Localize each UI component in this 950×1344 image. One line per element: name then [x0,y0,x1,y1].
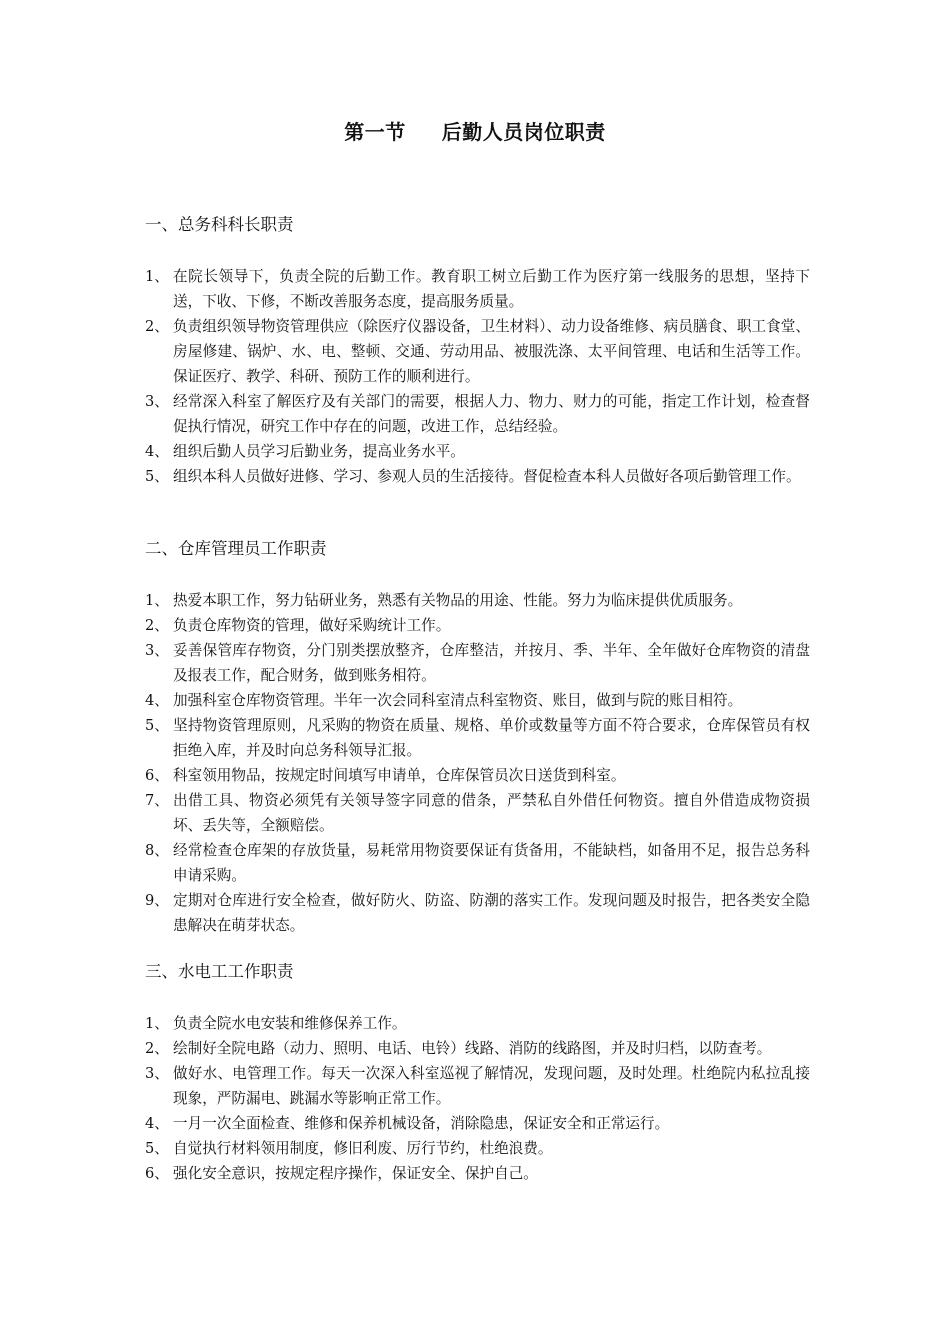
list-item [145,264,810,314]
list-item [145,788,810,838]
item-number: 6、 [145,767,169,784]
section-heading: 三、水电工工作职责 [145,962,294,981]
item-number: 1、 [145,592,169,609]
list-item [145,688,810,713]
item-number: 2、 [145,617,169,634]
item-text: 一月一次全面检查、维修和保养机械设备，消除隐患，保证安全和正常运行。 [173,1115,670,1132]
item-text: 绘制好全院电路（动力、照明、电话、电铃）线路、消防的线路图，并及时归档，以防查考。 [173,1040,772,1057]
item-text: 出借工具、物资必须凭有关领导签字同意的借条，严禁私自外借任何物资。擅自外借造成物资损坏、丢失等，全额赔偿。 [173,792,810,834]
item-number: 9、 [145,892,169,909]
item-number: 6、 [145,1165,169,1182]
section-heading: 二、仓库管理员工作职责 [145,539,327,558]
item-number: 3、 [145,393,169,410]
list-item [145,638,810,688]
section-warehouse-keeper [145,537,810,938]
item-text: 负责仓库物资的管理，做好采购统计工作。 [173,617,451,634]
section-number: 第一节 [344,120,406,144]
item-text: 做好水、电管理工作。每天一次深入科室巡视了解情况，发现问题，及时处理。杜绝院内私拉乱接现象，严防漏电、跳漏水等影响正常工作。 [173,1065,810,1107]
list-item [145,464,810,489]
item-text: 组织本科人员做好进修、学习、参观人员的生活接待。督促检查本科人员做好各项后勤管理工作。 [173,468,801,485]
item-number: 2、 [145,318,169,335]
list-item [145,1036,810,1061]
item-text: 妥善保管库存物资，分门别类摆放整齐，仓库整洁，并按月、季、半年、全年做好仓库物资的清盘及报表工作，配合财务，做到账务相符。 [173,642,810,684]
item-text: 加强科室仓库物资管理。半年一次会同科室清点科室物资、账目，做到与院的账目相符。 [173,692,743,709]
item-text: 强化安全意识，按规定程序操作，保证安全、保护自己。 [173,1165,538,1182]
section-general-affairs-chief [145,213,810,489]
item-text: 热爱本职工作，努力钻研业务，熟悉有关物品的用途、性能。努力为临床提供优质服务。 [173,592,743,609]
list-item [145,1111,810,1136]
item-text: 负责全院水电安装和维修保养工作。 [173,1015,407,1032]
list-item [145,713,810,763]
item-number: 8、 [145,842,169,859]
item-number: 3、 [145,1065,169,1082]
list-item [145,1136,810,1161]
item-text: 科室领用物品，按规定时间填写申请单，仓库保管员次日送货到科室。 [173,767,626,784]
section-title: 后勤人员岗位职责 [441,120,606,144]
item-number: 1、 [145,1015,169,1032]
item-number: 3、 [145,642,169,659]
item-text: 自觉执行材料领用制度，修旧利废、厉行节约，杜绝浪费。 [173,1140,553,1157]
list-item [145,763,810,788]
page-title [0,117,950,147]
section-heading: 一、总务科科长职责 [145,215,294,234]
item-text: 经常检查仓库架的存放货量，易耗常用物资要保证有货备用，不能缺档，如备用不足，报告总务科申请采购。 [173,842,810,884]
list-item [145,888,810,938]
list-item [145,613,810,638]
item-number: 5、 [145,468,169,485]
list-item [145,439,810,464]
item-number: 4、 [145,692,169,709]
item-text: 负责组织领导物资管理供应（除医疗仪器设备，卫生材料）、动力设备维修、病员膳食、职工食堂、房屋修建、锅炉、水、电、整顿、交通、劳动用品、被服洗涤、太平间管理、电话和生活等工作。保证医疗、教学、科研、预防工作的顺利进行。 [173,318,810,385]
list-item [145,314,810,389]
item-text: 坚持物资管理原则，凡采购的物资在质量、规格、单价或数量等方面不符合要求，仓库保管员有权拒绝入库，并及时向总务科领导汇报。 [173,717,810,759]
item-text: 定期对仓库进行安全检查，做好防火、防盗、防潮的落实工作。发现问题及时报告，把各类安全隐患解决在萌芽状态。 [173,892,810,934]
list-item [145,588,810,613]
item-number: 2、 [145,1040,169,1057]
item-text: 在院长领导下，负责全院的后勤工作。教育职工树立后勤工作为医疗第一线服务的思想，坚持下送，下收、下修，不断改善服务态度，提高服务质量。 [173,268,810,310]
item-text: 组织后勤人员学习后勤业务，提高业务水平。 [173,443,465,460]
list-item [145,1061,810,1111]
item-number: 7、 [145,792,169,809]
item-number: 5、 [145,717,169,734]
section-electrician [145,960,810,1186]
list-item [145,1011,810,1036]
item-text: 经常深入科室了解医疗及有关部门的需要，根据人力、物力、财力的可能，指定工作计划，检查督促执行情况，研究工作中存在的问题，改进工作，总结经验。 [173,393,810,435]
item-number: 1、 [145,268,169,285]
list-item [145,838,810,888]
list-item [145,1161,810,1186]
item-number: 4、 [145,443,169,460]
item-number: 5、 [145,1140,169,1157]
item-number: 4、 [145,1115,169,1132]
list-item [145,389,810,439]
